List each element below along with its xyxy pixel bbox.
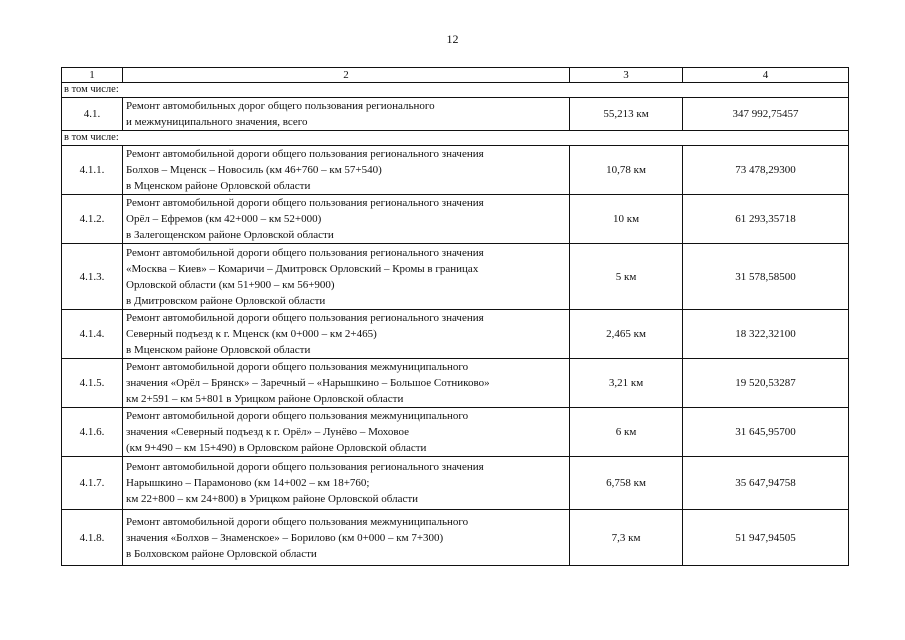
row-description: [123, 310, 570, 359]
row-length: 6,758 км: [570, 457, 683, 510]
row-number: 4.1.6.: [62, 408, 123, 457]
table-row: [62, 146, 849, 195]
row-number: 4.1.3.: [62, 244, 123, 310]
row-length: 10 км: [570, 195, 683, 244]
description-line: «Москва – Киев» – Комаричи – Дмитровск Орловский – Кромы в границах: [126, 262, 479, 275]
description-line: Орёл – Ефремов (км 42+000 – км 52+000): [126, 213, 322, 225]
table-header-row: [62, 68, 849, 83]
row-length: 2,465 км: [570, 310, 683, 359]
row-length: 55,213 км: [570, 98, 683, 131]
row-description: [123, 244, 570, 310]
table-row: [62, 408, 849, 457]
row-number: 4.1.5.: [62, 359, 123, 408]
row-number: 4.1.8.: [62, 510, 123, 566]
row-number: 4.1.7.: [62, 457, 123, 510]
description-line: в Мценском районе Орловской области: [126, 344, 311, 356]
row-number: 4.1.4.: [62, 310, 123, 359]
section-label: в том числе:: [62, 131, 849, 146]
row-amount: 51 947,94505: [683, 510, 849, 566]
description-line: Северный подъезд к г. Мценск (км 0+000 – км 2+465): [126, 328, 377, 340]
description-line: км 22+800 – км 24+800) в Урицком районе Орловской области: [126, 493, 419, 505]
description-line: и межмуниципального значения, всего: [126, 116, 308, 128]
row-description: [123, 457, 570, 510]
description-line: Ремонт автомобильной дороги общего пользования межмуниципального: [126, 515, 469, 528]
row-amount: 61 293,35718: [683, 195, 849, 244]
section-row: [62, 83, 849, 98]
description-line: Ремонт автомобильной дороги общего пользования регионального значения: [126, 246, 484, 259]
description-line: Ремонт автомобильной дороги общего пользования регионального значения: [126, 461, 484, 473]
row-description: [123, 510, 570, 566]
row-amount: 31 645,95700: [683, 408, 849, 457]
row-amount: 35 647,94758: [683, 457, 849, 510]
total-row: [62, 98, 849, 131]
row-amount: 18 322,32100: [683, 310, 849, 359]
page-number: 12: [446, 32, 459, 46]
row-description: [123, 408, 570, 457]
row-number: 4.1.: [62, 98, 123, 131]
row-amount: 73 478,29300: [683, 146, 849, 195]
header-col-3: 3: [570, 68, 683, 83]
section-row: [62, 131, 849, 146]
description-line: в Мценском районе Орловской области: [126, 180, 311, 192]
description-line: Ремонт автомобильной дороги общего пользования межмуниципального: [126, 361, 469, 373]
description-line: в Болховском районе Орловской области: [126, 547, 317, 560]
description-line: Болхов – Мценск – Новосиль (км 46+760 – км 57+540): [126, 164, 382, 176]
header-col-2: 2: [123, 68, 570, 83]
row-description: [123, 98, 570, 131]
row-length: 3,21 км: [570, 359, 683, 408]
description-line: в Дмитровском районе Орловской области: [126, 294, 326, 307]
row-description: [123, 146, 570, 195]
description-line: км 2+591 – км 5+801 в Урицком районе Орловской области: [126, 393, 404, 405]
description-line: Ремонт автомобильной дороги общего пользования регионального значения: [126, 148, 484, 160]
row-description: [123, 195, 570, 244]
description-line: Ремонт автомобильных дорог общего пользования регионального: [126, 100, 435, 112]
header-col-1: 1: [62, 68, 123, 83]
description-line: Ремонт автомобильной дороги общего пользования регионального значения: [126, 312, 484, 324]
description-line: значения «Северный подъезд к г. Орёл» – Лунёво – Моховое: [126, 426, 410, 438]
row-amount: 31 578,58500: [683, 244, 849, 310]
description-line: Ремонт автомобильной дороги общего пользования межмуниципального: [126, 410, 469, 422]
table-row: [62, 510, 849, 566]
table-row: [62, 195, 849, 244]
row-length: 6 км: [570, 408, 683, 457]
row-description: [123, 359, 570, 408]
table-row: [62, 310, 849, 359]
row-length: 7,3 км: [570, 510, 683, 566]
row-length: 5 км: [570, 244, 683, 310]
row-number: 4.1.2.: [62, 195, 123, 244]
description-line: значения «Орёл – Брянск» – Заречный – «Нарышкино – Большое Сотниково»: [126, 377, 490, 389]
row-amount: 347 992,75457: [683, 98, 849, 131]
row-amount: 19 520,53287: [683, 359, 849, 408]
description-line: (км 9+490 – км 15+490) в Орловском районе Орловской области: [126, 442, 427, 454]
description-line: в Залегощенском районе Орловской области: [126, 229, 334, 241]
table-row: [62, 244, 849, 310]
row-number: 4.1.1.: [62, 146, 123, 195]
description-line: Нарышкино – Парамоново (км 14+002 – км 18+760;: [126, 477, 370, 489]
description-line: Орловской области (км 51+900 – км 56+900): [126, 278, 335, 291]
description-line: значения «Болхов – Знаменское» – Борилово (км 0+000 – км 7+300): [126, 531, 444, 544]
road-repair-table: [61, 67, 849, 566]
section-label: в том числе:: [62, 83, 849, 98]
header-col-4: 4: [683, 68, 849, 83]
table-row: [62, 457, 849, 510]
description-line: Ремонт автомобильной дороги общего пользования регионального значения: [126, 197, 484, 209]
table-row: [62, 359, 849, 408]
row-length: 10,78 км: [570, 146, 683, 195]
